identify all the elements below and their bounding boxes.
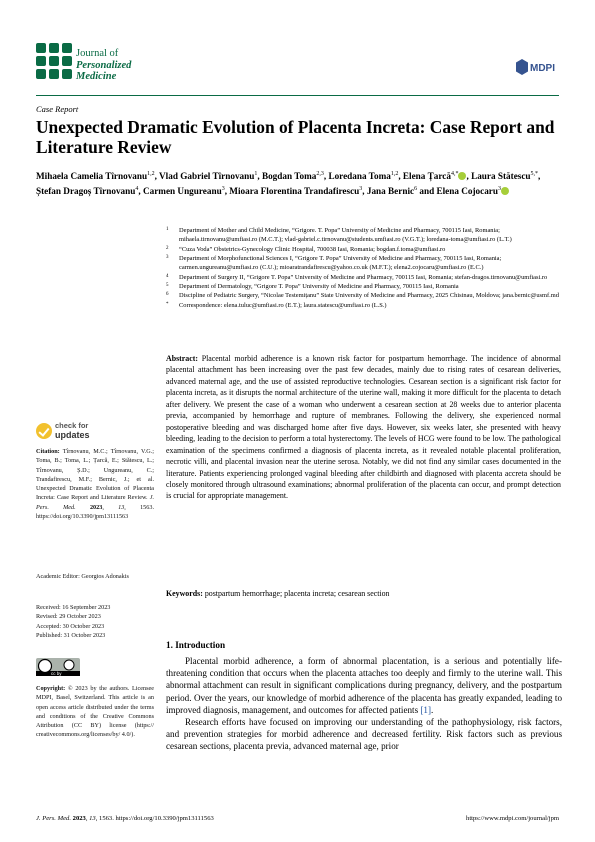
footer-volume: 13 [89,815,96,822]
affiliation-item [166,254,562,273]
author-separator: , [257,171,262,182]
affiliation-item [166,273,562,282]
affiliation-text: Department of Dermatology, “Grigore T. Popa” University of Medicine and Pharmacy, 700115 Iasi, Romania [179,283,459,291]
date-revised: Revised: 29 October 2023 [36,613,101,621]
article-title: Unexpected Dramatic Evolution of Placenta Increta: Case Report and Literature Review [36,117,555,157]
affiliation-number: 2 [166,245,169,251]
author-affiliation-sup: 5,* [530,171,539,177]
abstract-text: Placental morbid adherence is a known risk factor for postpartum hemorrhage. The incidence of abnormal placental attachment has been increasing over the past few decades, mainly due to rising rates of cesarean deliveries, advanced maternal age, and the use of assisted reproductive technologies. Cesarean section is a significant risk factor for placenta increta, as it disrupts the normal architecture of the uterine wall, making it more difficult for the placenta to detach after delivery. We present the case of a woman who underwent a cesarean section at 28 weeks due to anterior placenta previa, accompanied by hemorrhage and rupture of membranes. Following the delivery, she experienced normal postoperative bleeding and was discharged home after five days. However, six weeks later, she presented with heavy bleeding, leading to the decision to perform a total hysterectomy. The levels of HCG were found to be low. The pathological examination of the specimens confirmed a diagnosis of placenta increta, as it revealed notable placental proliferation, necrotic villi, and placental invasion near the uterine serosa. Notably, we did not find any similar cases documented in the literature. Patients experiencing prolonged vaginal bleeding after childbirth and diagnosed with placenta accreta should be closely monitored through ultrasound examinations; abnormal proliferation of the placenta can occur, and prompt detection is crucial for appropriate management. [166,354,561,501]
affiliation-text: Correspondence: elena.tuluc@umfiasi.ro (E.T.); laura.statescu@umfiasi.ro (L.S.) [179,301,387,309]
check-for-updates-button[interactable] [36,421,94,443]
citation-label: Citation: [36,448,60,455]
author-affiliation-sup: 4 [135,186,139,193]
author-affiliation-sup: 6 [414,186,418,193]
affiliation-number: 5 [166,283,169,289]
keywords-label: Keywords: [166,589,203,598]
date-accepted: Accepted: 30 October 2023 [36,622,105,630]
affiliation-text: “Cuza Voda” Obstetrics-Gynecology Clinic Hospital, 700038 Iasi, Romania; bogdan.f.toma@umfiasi.ro [179,245,446,253]
check-label-line1: check for [55,421,89,430]
citation-journal: J. Pers. Med. [36,494,154,511]
intro-paragraph-2: Research efforts have focused on improving our understanding of the pathophysiology, risk factors, and prevention strategies for morbid adherence and decreased fertility. Risk factors such as previous cesarean sections, placenta previa, advanced maternal age, prior [166,717,562,752]
author-affiliation-sup: 2,3 [316,171,324,177]
author-separator: , [224,186,230,197]
copyright-text: © 2023 by the authors. Licensee MDPI, Basel, Switzerland. This article is an open access article distributed under the terms and conditions of the Creative Commons Attribution (CC BY) license (https:// creativecommons.org/licenses/by/ 4.0/). [36,685,154,739]
footer-journal: J. Pers. Med. [36,815,71,822]
journal-name-line2: Personalized [76,59,132,71]
affiliation-item [166,291,562,300]
affiliation-number: * [166,301,169,307]
author-affiliation-sup: 1,2 [147,171,155,177]
author-affiliation-sup: 1 [254,171,258,177]
affiliation-item [166,245,562,254]
author-separator: and [417,186,437,197]
citation-block: Citation: Tîrnovanu, M.C.; Tîrnovanu, V.G.; Toma, B.; Toma, L.; Țarcă, E.; Stătescu, L.; Tîrnovanu, Ș.D.; Ungureanu, C.; Trandafirescu, M.F.; Bernic, J.; et al. Unexpected Dramatic Evolution of Placenta Increta: Case Report and Literature Review. J. Pers. Med. 2023, 13, 1563. https://doi.org/10.3390/jpm13111563 [36,448,155,521]
affiliation-number: 6 [166,292,169,298]
author-name: Loredana Toma [328,171,391,182]
author-name: Mihaela Camelia Tîrnovanu [36,171,148,182]
affiliation-text: Department of Surgery II, “Grigore T. Popa” University of Medicine and Pharmacy, 700115 Iasi, Romania; stefan-dragos.tirnovanu@umfiasi.ro [179,273,548,281]
abstract [166,353,561,502]
affiliation-number: 3 [166,255,169,261]
check-mark-icon [36,423,52,439]
author-affiliation-sup: 4,* [450,171,459,177]
check-label-line2: updates [55,430,90,440]
affiliation-text: Department of Morphofunctional Sciences I, “Grigore T. Popa” University of Medicine and Pharmacy, 700115 Iasi, Romania; carmen.ungureanu@umfiasi.ro (C.U.); mioaratrandafirescu@yahoo.co.uk (M.F.T.); elena2.cojocaru@umfiasi.ro (E.C.) [179,255,502,272]
article-type: Case Report [36,104,79,114]
affiliation-item [166,301,562,310]
citation-volume: 13 [118,503,125,511]
author-affiliation-sup: 3 [221,186,225,193]
author-name: Jana Bernic [366,186,415,197]
citation-year: 2023 [89,503,103,511]
affiliation-number: 1 [166,227,169,232]
abstract-label: Abstract: [166,354,198,363]
copyright-label: Copyright: [36,685,66,692]
reference-link[interactable]: [1] [420,704,431,715]
affiliation-list [166,226,562,310]
journal-name-line3: Medicine [76,71,117,82]
date-published: Published: 31 October 2023 [36,631,106,639]
author-separator: , [323,171,329,182]
cc-badge-text: cc by [51,671,62,676]
orcid-icon[interactable] [501,187,509,195]
mdpi-logo-icon [516,58,559,76]
author-name: Carmen Ungureanu [142,186,222,197]
affiliation-item [166,282,562,291]
journal-name [76,48,131,83]
section-heading-introduction: 1. Introduction [166,640,226,650]
affiliation-number: 4 [166,273,169,279]
author-name: Vlad Gabriel Tîrnovanu [159,171,255,182]
author-separator: , [362,186,367,197]
keywords-text: postpartum hemorrhage; placenta increta; cesarean section [204,589,390,598]
author-separator: , [466,171,472,182]
author-separator: , [538,171,541,182]
affiliation-text: Department of Mother and Child Medicine, “Grigore. T. Popa” University of Medicine and Pharmacy, 700115 Iasi, Romania; mihaela.tirnovanu@umfiasi.ro (M.C.T.); vlad-gabriel.c.tirnovanu@students.umfiasi.ro (V.G.T.); loredana-toma@umfiasi.ro (L.T.) [179,227,512,244]
author-list [36,168,559,198]
publication-dates [36,603,154,640]
keywords [166,588,561,599]
footer-citation: J. Pers. Med. 2023, 13, 1563. https://doi.org/10.3390/jpm13111563 [36,815,214,822]
author-separator: , [398,171,403,182]
copyright-block [36,684,154,740]
academic-editor: Academic Editor: Georgios Adonakis [36,573,129,580]
author-separator: , [138,186,143,197]
cc-by-license-icon [36,658,80,676]
footer-year: 2023 [72,815,86,822]
intro-p1-text: Placental morbid adherence, a form of abnormal placentation, is a serious and potentially life-threatening condition that occurs when the placenta attaches too deeply and firmly to the uterine wall. This abnormal attachment can result in significant complications during pregnancy, delivery, and the postpartum period. Over the years, our knowledge of morbid adherence of the placenta has greatly expanded, leading to improved diagnosis, management, and outcomes for affected patients [166,656,562,715]
author-affiliation-sup: 3 [359,186,363,193]
affiliation-text: Discipline of Pediatric Surgery, “Nicolae Testemițanu” State University of Medicine and Pharmacy, 2025 Chisinau, Moldova; jana.bernic@usmf.md [179,292,559,300]
author-name: Ștefan Dragoș Tîrnovanu [36,186,136,197]
author-separator: , [154,171,160,182]
journal-name-line1: Journal of [76,48,119,59]
author-name: Laura Stătescu [471,171,531,182]
intro-paragraph-1 [166,655,562,716]
author-name: Mioara Florentina Trandafirescu [229,186,360,197]
date-received: Received: 16 September 2023 [36,604,111,611]
citation-doi-link[interactable]: , 1563. https://doi.org/10.3390/jpm13111563 [36,503,155,521]
header-divider [36,95,559,96]
affiliation-item [166,226,562,245]
footer-doi-link[interactable]: , 1563. https://doi.org/10.3390/jpm13111563 [95,815,214,822]
footer-journal-url[interactable]: https://www.mdpi.com/journal/jpm [466,815,559,822]
mdpi-logo-text: MDPI [530,63,555,74]
journal-logo-icon [36,43,72,81]
author-affiliation-sup: 1,2 [390,171,399,177]
citation-text: Tîrnovanu, M.C.; Tîrnovanu, V.G.; Toma, B.; Toma, L.; Țarcă, E.; Stătescu, L.; Tîrnovanu, Ș.D.; Ungureanu, C.; Trandafirescu, M.F.; Bernic, J.; et al. Unexpected Dramatic Evolution of Placenta Increta: Case Report and Literature Review. [36,448,155,502]
author-name: Bogdan Toma [261,171,317,182]
author-name: Elena Țarcă [402,171,451,182]
introduction-body [166,655,562,753]
author-name: Elena Cojocaru [436,186,498,197]
author-affiliation-sup: 3 [498,186,501,193]
intro-p1-end: . [431,704,434,715]
